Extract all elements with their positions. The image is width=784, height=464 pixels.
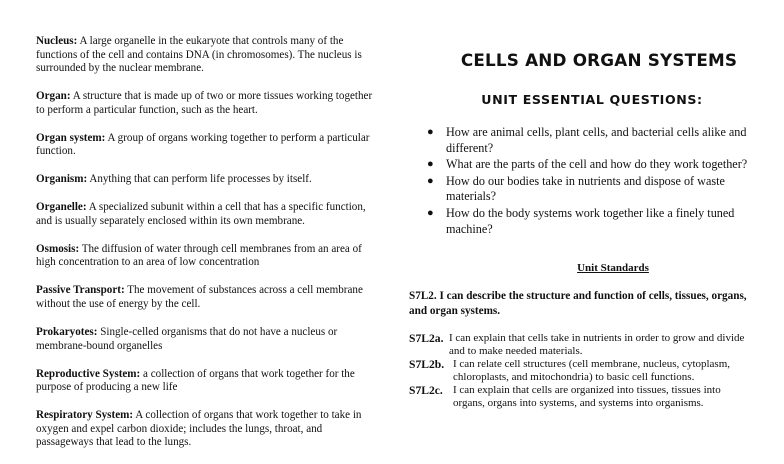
glossary-term: Organ system:: [36, 131, 106, 144]
glossary-definition: A group of organs working together to perform a particular function.: [36, 131, 370, 158]
standard-code: S7L2b.: [409, 358, 445, 372]
glossary-term: Respiratory System:: [36, 409, 134, 422]
standard-code: S7L2c.: [409, 384, 443, 398]
list-item: [427, 157, 765, 173]
glossary-entry: [36, 201, 381, 228]
glossary-entry: [36, 284, 381, 311]
glossary-definition: A specialized subunit within a cell that has a specific function, and is usually separately enclosed within its own membrane.: [36, 201, 366, 227]
glossary-entry: [36, 326, 381, 353]
question-text: How do our bodies take in nutrients and dispose of waste materials?: [446, 173, 725, 204]
glossary-definition: The diffusion of water through cell membranes from an area of high concentration to an area of low concentration: [36, 242, 362, 269]
glossary-entry: [36, 132, 381, 159]
glossary-term: Nucleus:: [36, 35, 78, 47]
glossary-entry: [36, 173, 381, 187]
standard-text: I can explain that cells take in nutrients in order to grow and divide and to make needed materials.: [449, 332, 745, 358]
standard-item: [409, 332, 754, 358]
standards-list: [409, 332, 754, 410]
glossary-term: Prokaryotes:: [36, 326, 98, 339]
glossary-column: [36, 35, 381, 464]
standard-text: I can relate cell structures (cell membrane, nucleus, cytoplasm, chloroplasts, and mitochondria) to basic cell functions.: [453, 358, 731, 384]
glossary-term: Reproductive System:: [36, 367, 141, 380]
glossary-definition: a collection of organs that work together for the purpose of producing a new life: [36, 367, 355, 394]
standard-item: [409, 358, 754, 384]
page-title: CELLS AND ORGAN SYSTEMS: [460, 50, 738, 70]
question-text: How do the body systems work together like a finely tuned machine?: [446, 205, 735, 236]
question-text: How are animal cells, plant cells, and bacterial cells alike and different?: [446, 125, 747, 155]
essential-questions-list: [405, 125, 765, 237]
glossary-term: Passive Transport:: [36, 284, 125, 297]
glossary-definition: A structure that is made up of two or more tissues working together to perform a particular function, such as the heart.: [36, 90, 373, 116]
bullet-icon: ●: [427, 126, 434, 138]
glossary-definition: Single-celled organisms that do not have a nucleus or membrane-bound organelles: [36, 326, 338, 352]
glossary-definition: A large organelle in the eukaryote that controls many of the functions of the cell and contains DNA (in chromosomes). The nucleus is surrounded by the nuclear membrane.: [36, 35, 362, 75]
question-text: What are the parts of the cell and how do they work together?: [446, 157, 748, 172]
standard-code: S7L2a.: [409, 332, 444, 346]
unit-overview-column: [405, 50, 765, 410]
list-item: [427, 174, 765, 205]
glossary-term: Organelle:: [36, 201, 87, 214]
glossary-definition: A collection of organs that work together to take in oxygen and expel carbon dioxide; includes the lungs, throat, and passageways that lead to the lungs.: [36, 409, 362, 449]
glossary-entry: [36, 368, 381, 395]
glossary-term: Organ:: [36, 90, 71, 103]
glossary-definition: The movement of substances across a cell membrane without the use of energy by the cell.: [36, 284, 363, 311]
standard-text: I can explain that cells are organized into tissues, tissues into organs, organs into systems, and systems into organisms.: [453, 384, 721, 410]
glossary-entry: [36, 409, 381, 450]
list-item: [427, 125, 765, 156]
main-standard: S7L2. I can describe the structure and function of cells, tissues, organs, and organ systems.: [409, 290, 747, 317]
glossary-entry: [36, 243, 381, 270]
unit-standards-heading: Unit Standards: [577, 262, 649, 275]
bullet-icon: ●: [427, 206, 434, 219]
glossary-entry: [36, 90, 381, 117]
essential-questions-heading: UNIT ESSENTIAL QUESTIONS:: [481, 92, 703, 107]
glossary-entry: [36, 35, 381, 76]
standard-item: [409, 384, 754, 410]
bullet-icon: ●: [427, 174, 434, 187]
list-item: [427, 206, 765, 237]
glossary-term: Osmosis:: [36, 242, 80, 255]
glossary-definition: Anything that can perform life processes by itself.: [89, 173, 312, 186]
glossary-term: Organism:: [36, 173, 88, 186]
bullet-icon: ●: [427, 158, 434, 171]
